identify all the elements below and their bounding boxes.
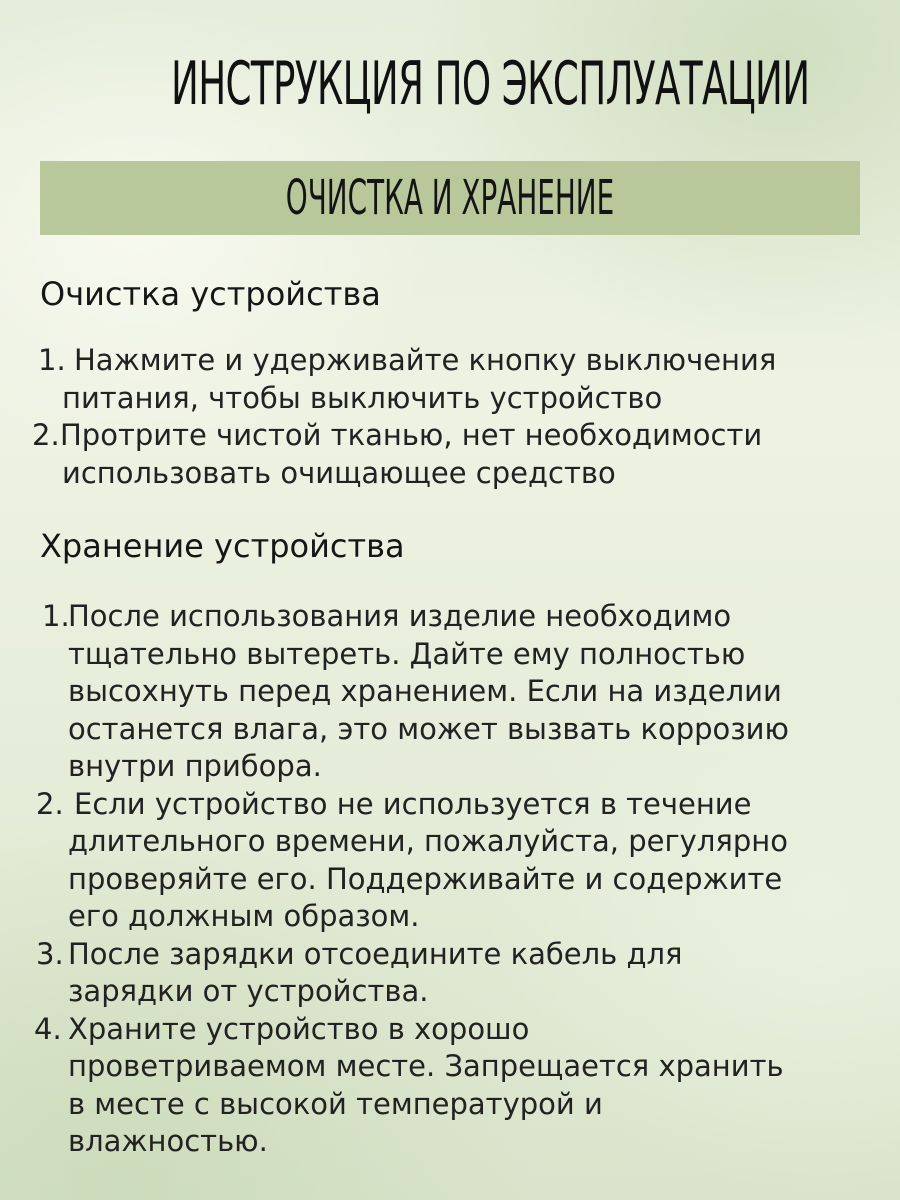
- list-item-text: тщательно вытереть. Дайте ему полностью: [68, 636, 746, 671]
- list-item-text: в месте с высокой температурой и: [68, 1086, 603, 1121]
- list-item-number: 2.: [36, 786, 64, 821]
- list-item-number: 4.: [34, 1011, 62, 1046]
- list-item-text: Если устройство не используется в течение: [74, 786, 752, 821]
- list-item-text: После использования изделие необходимо: [68, 599, 732, 633]
- list-item-text: использовать очищающее средство: [62, 455, 616, 490]
- list-item: [40, 598, 880, 786]
- cleaning-steps-list: [32, 342, 876, 492]
- list-item-text: Нажмите и удерживайте кнопку выключения: [74, 343, 777, 377]
- list-item-text: проверяйте его. Поддерживайте и содержите: [68, 861, 783, 896]
- section-banner: [40, 161, 860, 235]
- list-item-text: После зарядки отсоедините кабель для: [68, 936, 683, 971]
- list-item-text: внутри прибора.: [68, 749, 322, 783]
- list-item-text: останется влага, это может вызвать коррозию: [68, 711, 789, 746]
- list-item: [34, 1011, 880, 1161]
- storage-section-title: Хранение устройства: [40, 527, 405, 565]
- list-item-text: Протрите чистой тканью, нет необходимости: [60, 418, 763, 452]
- list-item-text: проветриваемом месте. Запрещается хранить: [68, 1049, 784, 1083]
- list-item: [32, 417, 876, 492]
- list-item-text: зарядки от устройства.: [68, 974, 429, 1008]
- cleaning-section-title: Очистка устройства: [40, 275, 381, 313]
- list-item: [36, 786, 880, 936]
- list-item-number: 1.: [38, 343, 66, 377]
- list-item: [36, 342, 876, 417]
- list-item: [36, 936, 880, 1011]
- list-item-text: Храните устройство в хорошо: [68, 1011, 530, 1046]
- page-title: ИНСТРУКЦИЯ ПО ЭКСПЛУАТАЦИИ: [171, 49, 810, 119]
- list-item-text: влажностью.: [68, 1124, 268, 1158]
- storage-steps-list: [34, 598, 880, 1161]
- list-item-number: 3.: [36, 936, 64, 971]
- list-item-text: его должным образом.: [68, 899, 420, 933]
- banner-title: ОЧИСТКА И ХРАНЕНИЕ: [285, 170, 615, 226]
- list-item-text: высохнуть перед хранением. Если на изделии: [68, 674, 782, 708]
- list-item-text: длительного времени, пожалуйста, регулярно: [68, 824, 788, 858]
- list-item-number: 2.: [32, 418, 60, 452]
- list-item-number: 1.: [42, 599, 70, 633]
- list-item-text: питания, чтобы выключить устройство: [62, 380, 663, 415]
